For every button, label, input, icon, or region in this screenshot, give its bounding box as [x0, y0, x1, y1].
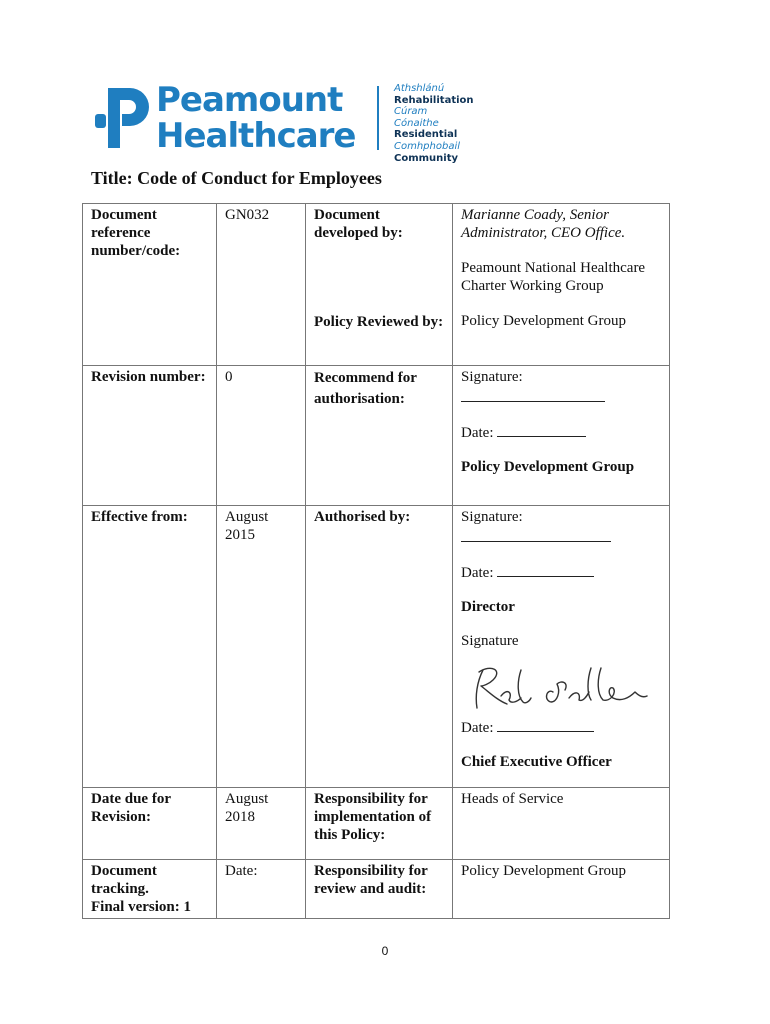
tag-ga-community: Comhphobail	[394, 140, 461, 152]
authorised-by-label: Authorised by:	[306, 506, 453, 788]
page-number: 0	[381, 944, 389, 958]
tag-en-rehab: Rehabilitation	[394, 94, 474, 106]
revision-number-value: 0	[217, 366, 306, 506]
tag-ga-residential: Cúram Cónaithe	[394, 106, 439, 129]
final-version-label: Final version: 1	[91, 899, 191, 915]
peamount-p-icon	[90, 84, 152, 152]
document-tracking-cell	[83, 860, 217, 919]
director-date-label: Date:	[461, 565, 494, 581]
recommend-date-row	[461, 423, 661, 442]
document-tracking-label: Document tracking.	[91, 863, 157, 897]
ceo-date-label: Date:	[461, 720, 494, 736]
developed-by-cell	[306, 204, 453, 366]
document-control-table	[82, 203, 670, 919]
tag-en-community: Community	[394, 152, 459, 164]
director-role: Director	[461, 599, 515, 615]
director-signature-line	[461, 528, 661, 547]
recommend-authorisation-label: Recommend for authorisation:	[306, 366, 453, 506]
due-revision-value: August 2018	[217, 788, 306, 860]
developed-by-group: Peamount National Healthcare Charter Working Group	[461, 260, 646, 294]
table-row-revision	[83, 366, 670, 506]
tracking-date-label: Date:	[217, 860, 306, 919]
ceo-role: Chief Executive Officer	[461, 754, 612, 770]
review-audit-label: Responsibility for review and audit:	[306, 860, 453, 919]
director-signature-label: Signature:	[461, 509, 523, 525]
table-row-document-reference	[83, 204, 670, 366]
recommend-signature-line	[461, 388, 661, 407]
logo-divider	[377, 86, 379, 150]
tag-en-residential: Residential	[394, 129, 458, 141]
authorised-signatures-cell	[453, 506, 670, 788]
implementation-responsibility-label: Responsibility for implementation of this Policy:	[306, 788, 453, 860]
due-revision-label: Date due for Revision:	[83, 788, 217, 860]
review-audit-value: Policy Development Group	[453, 860, 670, 919]
recommend-signature-cell	[453, 366, 670, 506]
logo-word-peamount: Peamount	[156, 80, 343, 120]
document-title: Title: Code of Conduct for Employees	[91, 168, 382, 188]
developed-by-name: Marianne Coady, Senior Administrator, CEO Office.	[461, 207, 626, 241]
revision-number-label: Revision number:	[83, 366, 217, 506]
table-row-due-revision	[83, 788, 670, 860]
tag-ga-rehab: Athshlánú	[394, 83, 445, 94]
recommend-group: Policy Development Group	[461, 459, 635, 475]
recommend-signature-label: Signature:	[461, 369, 523, 385]
table-row-effective	[83, 506, 670, 788]
document-code: GN032	[217, 204, 306, 366]
effective-from-label: Effective from:	[83, 506, 217, 788]
ceo-date-row	[461, 718, 661, 737]
document-reference-label: Document reference number/code:	[83, 204, 217, 366]
peamount-healthcare-logo	[90, 80, 474, 164]
developed-by-value-cell	[453, 204, 670, 366]
effective-from-value: August 2015	[217, 506, 306, 788]
implementation-responsibility-value: Heads of Service	[453, 788, 670, 860]
reviewed-by-label: Policy Reviewed by:	[314, 314, 444, 330]
logo-tagline	[394, 83, 474, 164]
logo-word-healthcare: Healthcare	[156, 116, 356, 156]
reviewed-by-value: Policy Development Group	[461, 313, 626, 329]
director-date-row	[461, 563, 661, 582]
developed-by-label: Document developed by:	[314, 207, 403, 241]
table-row-document-tracking	[83, 860, 670, 919]
handwritten-signature	[461, 662, 661, 712]
ceo-signature-label: Signature	[461, 633, 519, 649]
recommend-date-label: Date:	[461, 425, 494, 441]
